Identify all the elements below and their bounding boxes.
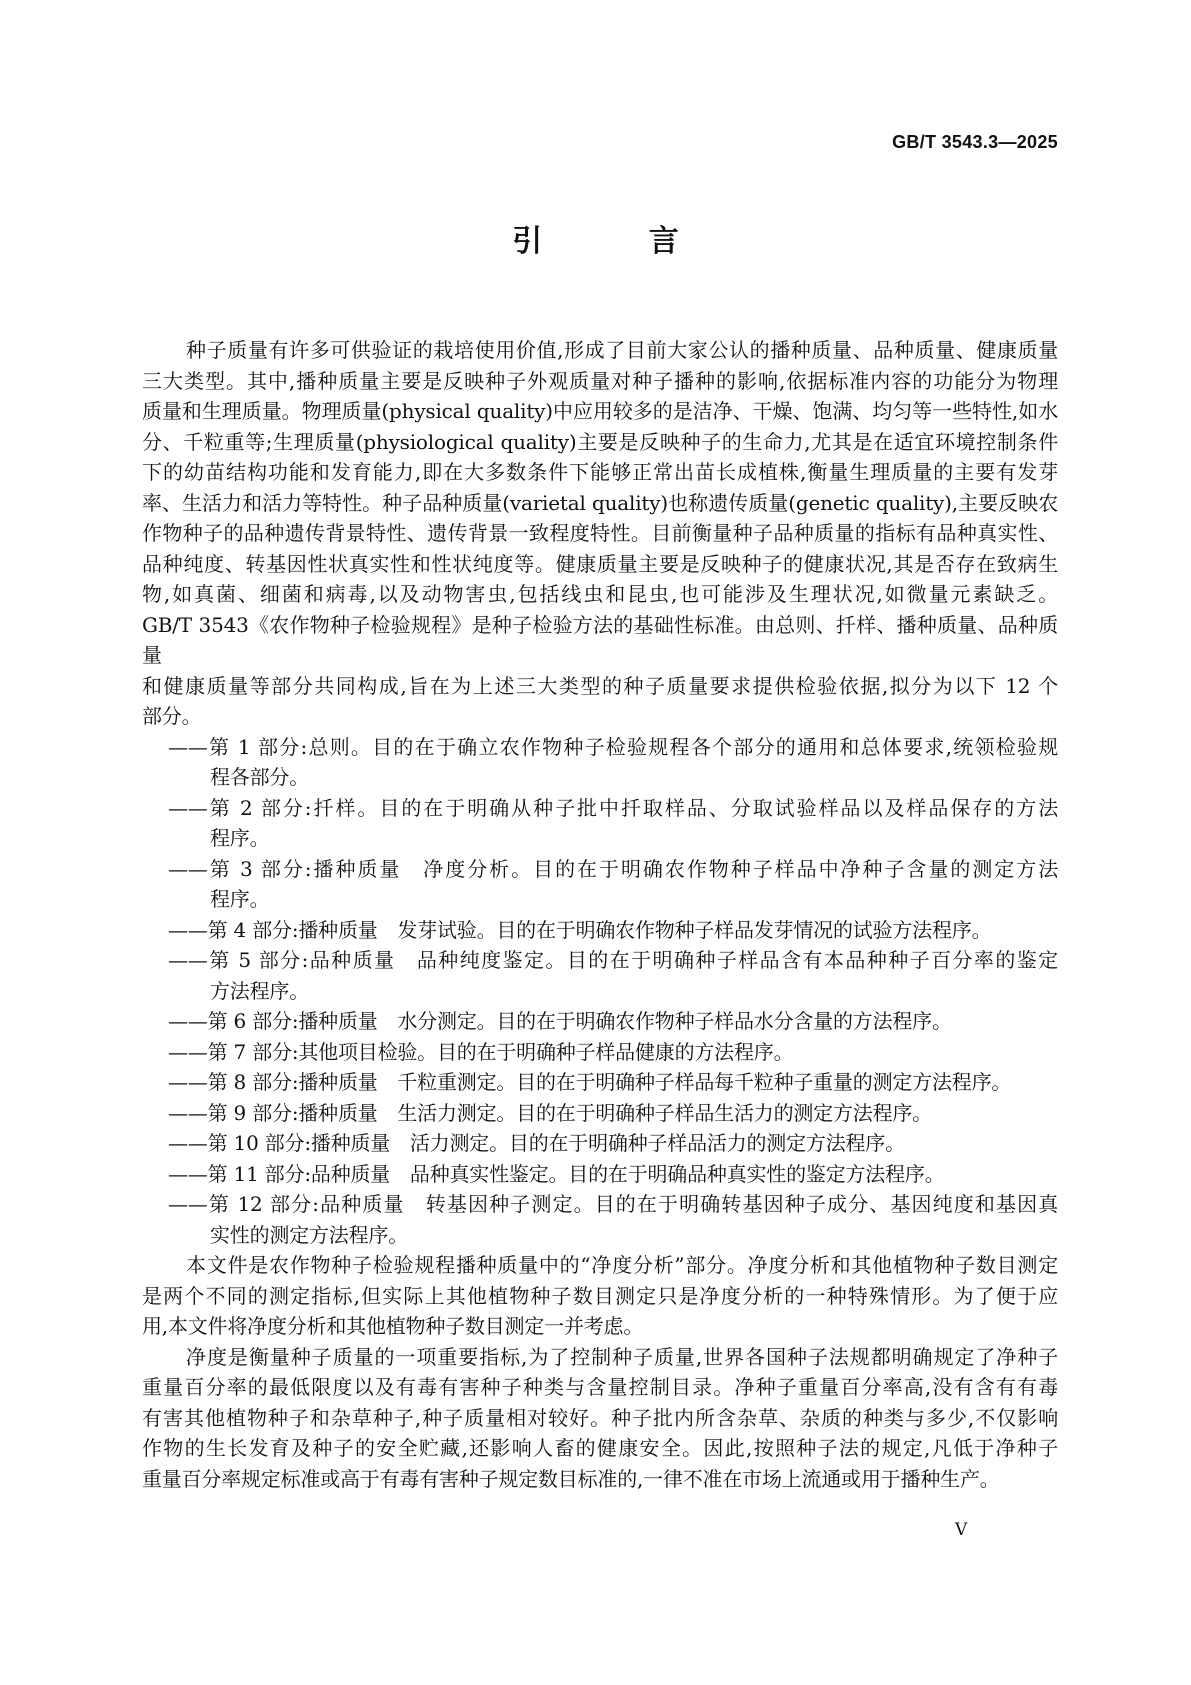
list-item bbox=[142, 854, 1058, 915]
text-line: 品种纯度、转基因性状真实性和性状纯度等。健康质量主要是反映种子的健康状况,其是否存在致病生 bbox=[142, 551, 1058, 576]
list-item bbox=[142, 1128, 1058, 1159]
text-line: 是两个不同的测定指标,但实际上其他植物种子数目测定只是净度分析的一种特殊情形。为了便于应 bbox=[142, 1283, 1058, 1308]
text-line: 有害其他植物种子和杂草种子,种子质量相对较好。种子批内所含杂草、杂质的种类与多少,不仅影响 bbox=[142, 1405, 1058, 1430]
text-line: ——第 5 部分:品种质量 品种纯度鉴定。目的在于明确种子样品含有本品种种子百分率的鉴定 bbox=[168, 948, 1058, 972]
text-line: ——第 1 部分:总则。目的在于确立农作物种子检验规程各个部分的通用和总体要求,统领检验规 bbox=[168, 734, 1058, 759]
text-line: 程序。 bbox=[210, 826, 270, 850]
text-line: ——第 11 部分:品种质量 品种真实性鉴定。目的在于明确品种真实性的鉴定方法程序。 bbox=[168, 1161, 945, 1186]
text-line: 本文件是农作物种子检验规程播种质量中的“净度分析”部分。净度分析和其他植物种子数目测定 bbox=[186, 1253, 1058, 1277]
text-line: 下的幼苗结构功能和发育能力,即在大多数条件下能够正常出苗长成植株,衡量生理质量的主要有发芽 bbox=[142, 460, 1058, 484]
text-line: ——第 9 部分:播种质量 生活力测定。目的在于明确种子样品生活力的测定方法程序。 bbox=[168, 1100, 932, 1125]
list-item bbox=[142, 1189, 1058, 1250]
text-line: 实性的测定方法程序。 bbox=[210, 1222, 408, 1247]
page-title: 引 言 bbox=[512, 224, 727, 259]
paragraph bbox=[142, 335, 1058, 732]
text-line: 和健康质量等部分共同构成,旨在为上述三大类型的种子质量要求提供检验依据,拟分为以下 12 个 bbox=[142, 673, 1058, 698]
paragraph bbox=[142, 1250, 1058, 1342]
text-line: 程序。 bbox=[210, 887, 270, 911]
text-line: 种子质量有许多可供验证的栽培使用价值,形成了目前大家公认的播种质量、品种质量、健康质量 bbox=[186, 338, 1058, 362]
page-number: V bbox=[955, 1520, 968, 1540]
list-item bbox=[142, 1037, 1058, 1068]
paragraph bbox=[142, 1342, 1058, 1495]
text-line: 重量百分率的最低限度以及有毒有害种子种类与含量控制目录。净种子重量百分率高,没有含有有毒 bbox=[142, 1375, 1058, 1399]
text-line: ——第 7 部分:其他项目检验。目的在于明确种子样品健康的方法程序。 bbox=[168, 1039, 794, 1064]
text-line: ——第 3 部分:播种质量 净度分析。目的在于明确农作物种子样品中净种子含量的测定方法 bbox=[168, 856, 1058, 881]
text-line: 用,本文件将净度分析和其他植物种子数目测定一并考虑。 bbox=[142, 1314, 644, 1338]
document-body bbox=[142, 335, 1058, 1542]
text-line: GB/T 3543《农作物种子检验规程》是种子检验方法的基础性标准。由总则、扦样、播种质量、品种质量 bbox=[142, 612, 1058, 667]
document-blocks bbox=[142, 335, 1058, 1494]
text-line: 重量百分率规定标准或高于有毒有害种子规定数目标准的,一律不准在市场上流通或用于播种生产。 bbox=[142, 1466, 1000, 1491]
list-item bbox=[142, 1006, 1058, 1037]
text-line: 物,如真菌、细菌和病毒,以及动物害虫,包括线虫和昆虫,也可能涉及生理状况,如微量元素缺乏。 bbox=[142, 582, 1058, 606]
text-line: ——第 2 部分:扦样。目的在于明确从种子批中扦取样品、分取试验样品以及样品保存的方法 bbox=[168, 795, 1058, 820]
list-item bbox=[142, 732, 1058, 793]
text-line: 三大类型。其中,播种质量主要是反映种子外观质量对种子播种的影响,依据标准内容的功能分为物理 bbox=[142, 368, 1058, 393]
text-line: 作物的生长发育及种子的安全贮藏,还影响人畜的健康安全。因此,按照种子法的规定,凡低于净种子 bbox=[142, 1436, 1058, 1460]
list-item bbox=[142, 915, 1058, 946]
standard-code: GB/T 3543.3—2025 bbox=[892, 132, 1058, 152]
list-item bbox=[142, 1067, 1058, 1098]
text-line: 质量和生理质量。物理质量(physical quality)中应用较多的是洁净、干燥、饱满、均匀等一些特性,如水 bbox=[142, 399, 1058, 423]
text-line: 净度是衡量种子质量的一项重要指标,为了控制种子质量,世界各国种子法规都明确规定了净种子 bbox=[186, 1344, 1058, 1369]
list-item bbox=[142, 793, 1058, 854]
text-line: 方法程序。 bbox=[210, 978, 309, 1003]
text-line: ——第 8 部分:播种质量 千粒重测定。目的在于明确种子样品每千粒种子重量的测定方法程序。 bbox=[168, 1070, 1012, 1094]
text-line: ——第 12 部分:品种质量 转基因种子测定。目的在于明确转基因种子成分、基因纯度和基因真 bbox=[168, 1192, 1058, 1216]
text-line: 分、千粒重等;生理质量(physiological quality)主要是反映种子的生命力,尤其是在适宜环境控制条件 bbox=[142, 429, 1058, 454]
text-line: ——第 4 部分:播种质量 发芽试验。目的在于明确农作物种子样品发芽情况的试验方法程序。 bbox=[168, 917, 992, 942]
text-line: 程各部分。 bbox=[210, 765, 309, 789]
text-line: 作物种子的品种遗传背景特性、遗传背景一致程度特性。目前衡量种子品种质量的指标有品种真实性、 bbox=[142, 521, 1058, 545]
text-line: 率、生活力和活力等特性。种子品种质量(varietal quality)也称遗传质量(genetic quality),主要反映农 bbox=[142, 490, 1058, 515]
text-line: ——第 10 部分:播种质量 活力测定。目的在于明确种子样品活力的测定方法程序。 bbox=[168, 1131, 905, 1155]
list-item bbox=[142, 945, 1058, 1006]
list-item bbox=[142, 1159, 1058, 1190]
list-item bbox=[142, 1098, 1058, 1129]
text-line: ——第 6 部分:播种质量 水分测定。目的在于明确农作物种子样品水分含量的方法程序。 bbox=[168, 1009, 952, 1033]
text-line: 部分。 bbox=[142, 704, 202, 728]
